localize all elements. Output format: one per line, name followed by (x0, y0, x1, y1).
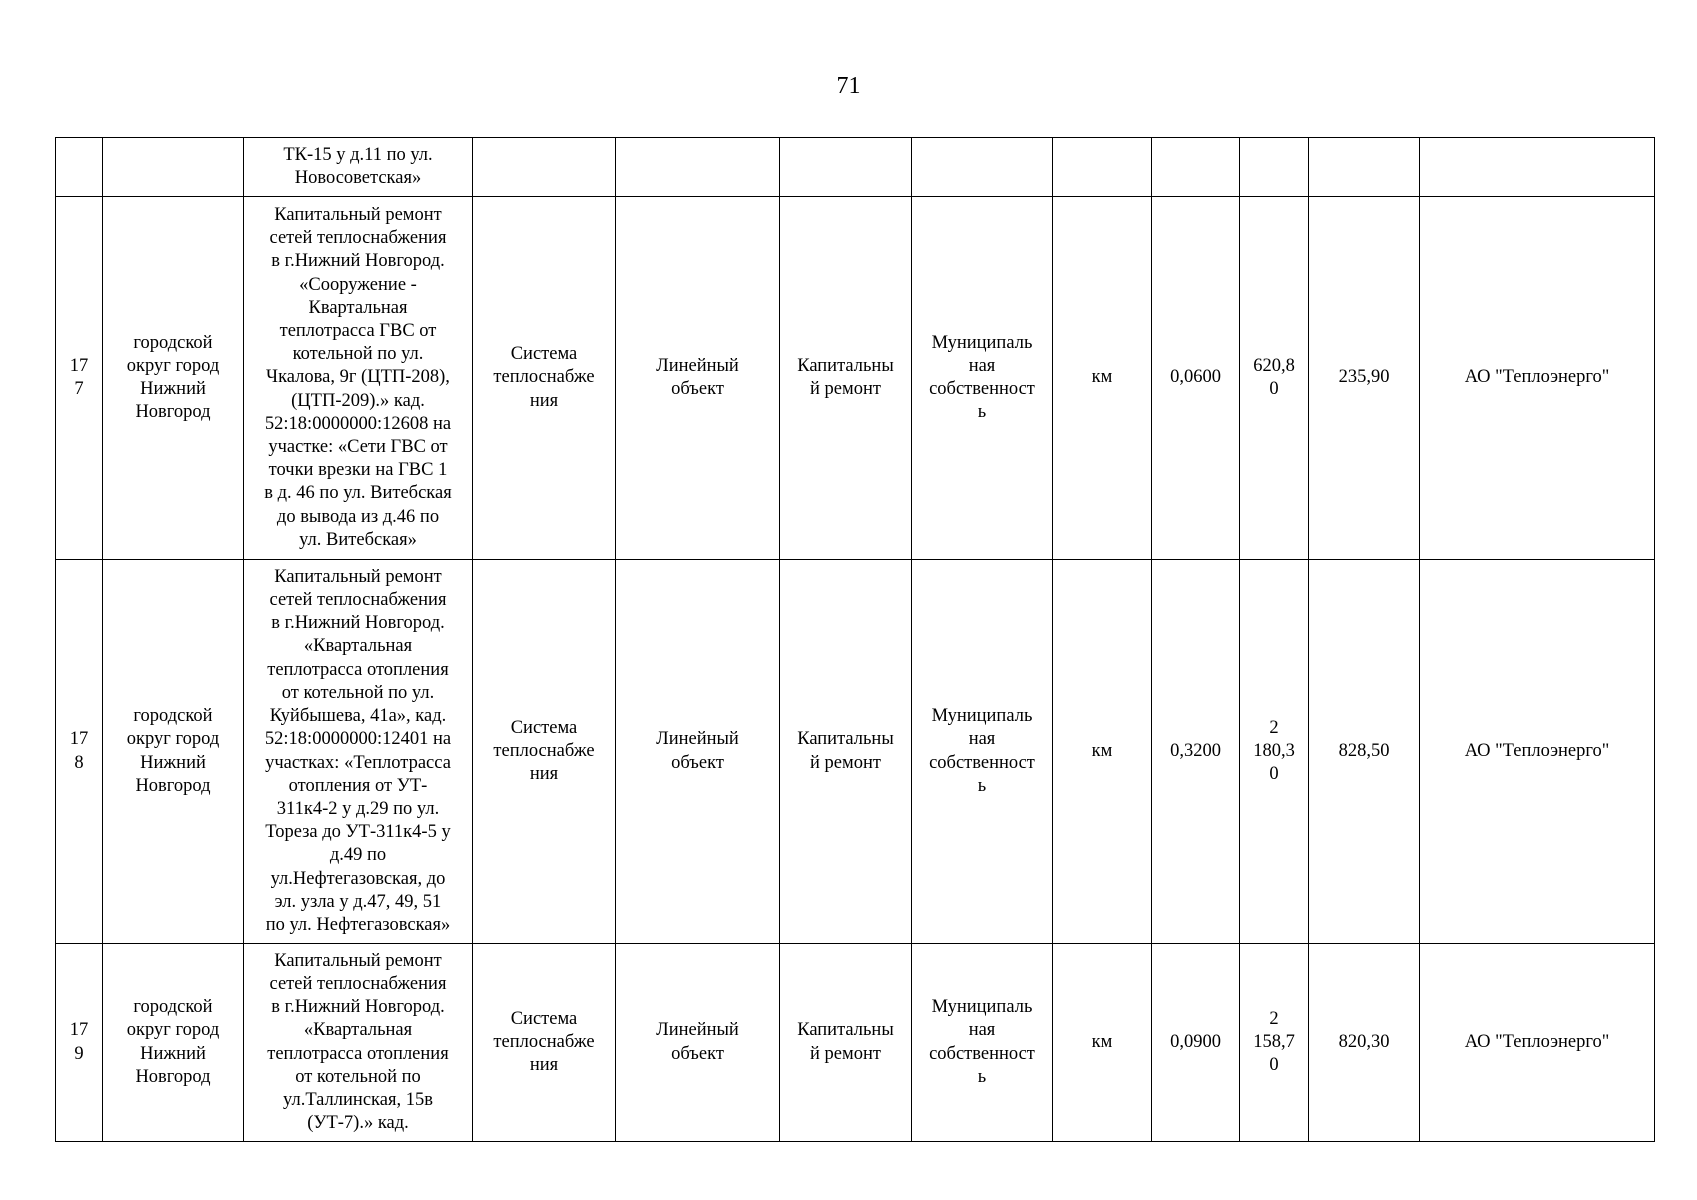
ownership-cell: Муниципаль ная собственност ь (912, 944, 1053, 1142)
table-row (56, 197, 1655, 560)
organization-cell: АО "Теплоэнерго" (1420, 560, 1655, 944)
length-cell: 0,0900 (1152, 944, 1240, 1142)
table-row (56, 138, 1655, 197)
row-number-cell: 17 7 (56, 197, 103, 560)
system-cell (473, 138, 616, 197)
cost-cell (1240, 138, 1309, 197)
ownership-cell (912, 138, 1053, 197)
organization-cell: АО "Теплоэнерго" (1420, 197, 1655, 560)
work-type-cell (780, 138, 912, 197)
object-type-cell: Линейный объект (616, 560, 780, 944)
municipality-cell: городской округ город Нижний Новгород (103, 944, 244, 1142)
system-cell: Система теплоснабже ния (473, 560, 616, 944)
municipality-cell: городской округ город Нижний Новгород (103, 197, 244, 560)
cost-cell: 2 180,3 0 (1240, 560, 1309, 944)
description-cell: Капитальный ремонт сетей теплоснабжения в г.Нижний Новгород. «Сооружение - Квартальная теплотрасса ГВС от котельной по ул. Чкалова, 9г (ЦТП-208), (ЦТП-209).» кад. 52:18:0000000:12608 на участке: «Сети ГВС от точки врезки на ГВС 1 в д. 46 по ул. Витебская до вывода из д.46 по ул. Витебская» (244, 197, 473, 560)
system-cell: Система теплоснабже ния (473, 944, 616, 1142)
object-type-cell (616, 138, 780, 197)
municipality-cell: городской округ город Нижний Новгород (103, 560, 244, 944)
work-type-cell: Капитальны й ремонт (780, 197, 912, 560)
description-cell: ТК-15 у д.11 по ул. Новосоветская» (244, 138, 473, 197)
unit-cell: км (1053, 560, 1152, 944)
table-row (56, 944, 1655, 1142)
organization-cell: АО "Теплоэнерго" (1420, 944, 1655, 1142)
cost2-cell: 235,90 (1309, 197, 1420, 560)
unit-cell: км (1053, 197, 1152, 560)
cost2-cell: 820,30 (1309, 944, 1420, 1142)
row-number-cell (56, 138, 103, 197)
table-row (56, 560, 1655, 944)
length-cell (1152, 138, 1240, 197)
description-cell: Капитальный ремонт сетей теплоснабжения в г.Нижний Новгород. «Квартальная теплотрасса отопления от котельной по ул.Таллинская, 15в (УТ-7).» кад. (244, 944, 473, 1142)
work-type-cell: Капитальны й ремонт (780, 560, 912, 944)
description-cell: Капитальный ремонт сетей теплоснабжения в г.Нижний Новгород. «Квартальная теплотрасса отопления от котельной по ул. Куйбышева, 41а», кад. 52:18:0000000:12401 на участках: «Теплотрасса отопления от УТ- 311к4-2 у д.29 по ул. Тореза до УТ-311к4-5 у д.49 по ул.Нефтегазовская, до эл. узла у д.47, 49, 51 по ул. Нефтегазовская» (244, 560, 473, 944)
unit-cell: км (1053, 944, 1152, 1142)
row-number-cell: 17 9 (56, 944, 103, 1142)
object-type-cell: Линейный объект (616, 197, 780, 560)
municipality-cell (103, 138, 244, 197)
work-type-cell: Капитальны й ремонт (780, 944, 912, 1142)
object-type-cell: Линейный объект (616, 944, 780, 1142)
length-cell: 0,3200 (1152, 560, 1240, 944)
organization-cell (1420, 138, 1655, 197)
capital-repair-table (55, 137, 1655, 1142)
cost-cell: 620,8 0 (1240, 197, 1309, 560)
ownership-cell: Муниципаль ная собственност ь (912, 560, 1053, 944)
length-cell: 0,0600 (1152, 197, 1240, 560)
ownership-cell: Муниципаль ная собственност ь (912, 197, 1053, 560)
system-cell: Система теплоснабже ния (473, 197, 616, 560)
cost2-cell (1309, 138, 1420, 197)
unit-cell (1053, 138, 1152, 197)
page-number: 71 (836, 73, 861, 99)
row-number-cell: 17 8 (56, 560, 103, 944)
cost2-cell: 828,50 (1309, 560, 1420, 944)
cost-cell: 2 158,7 0 (1240, 944, 1309, 1142)
